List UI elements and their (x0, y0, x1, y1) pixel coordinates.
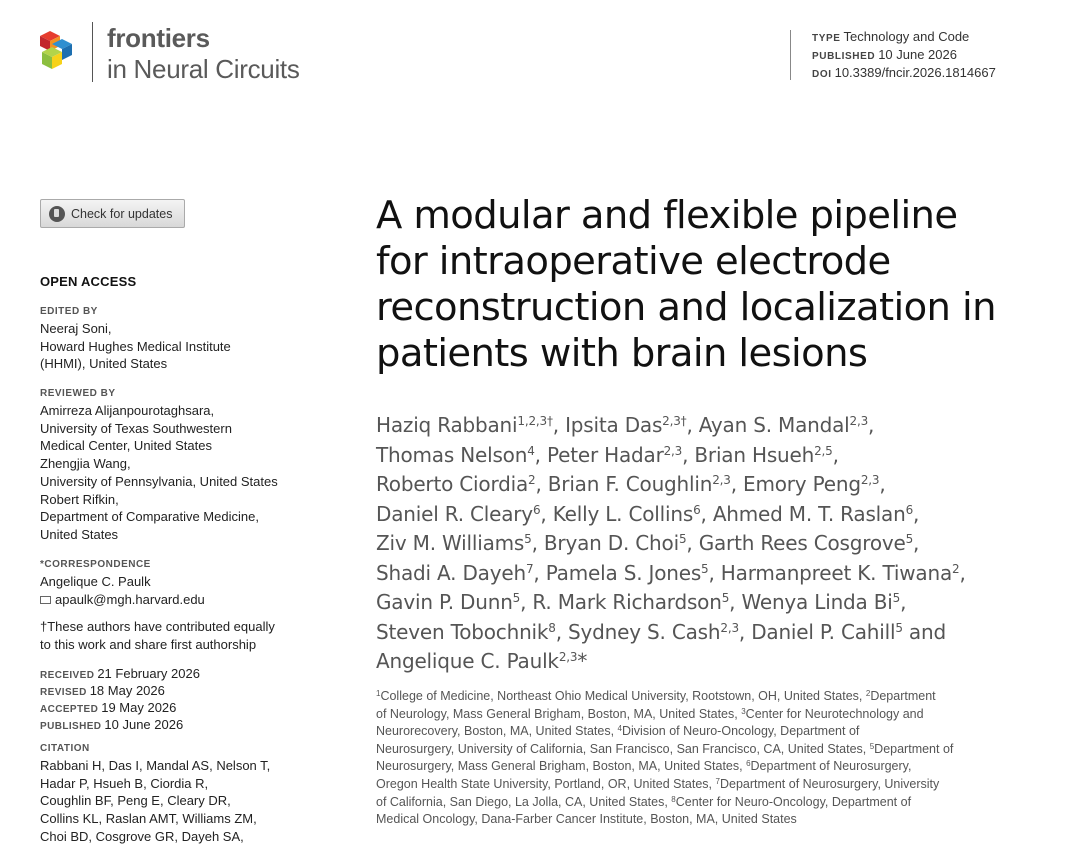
author-line: Haziq Rabbani$^{1,2,3\dagger}$, Ipsita Das$^{2,3\dagger}$, Ayan S. Mandal$^{2,3}$, (376, 413, 875, 437)
logo-divider (92, 22, 93, 82)
journal-name: in Neural Circuits (107, 54, 300, 84)
author-line: Ziv M. Williams$^5$, Bryan D. Choi$^5$, Garth Rees Cosgrove$^5$, (376, 531, 920, 555)
check-for-updates-button[interactable]: Check for updates (40, 199, 185, 228)
affiliation-line: Medical Oncology, Dana-Farber Cancer Institute, Boston, MA, United States (376, 812, 797, 827)
citation-heading: CITATION (40, 743, 90, 754)
edited-by-heading: EDITED BY (40, 306, 98, 317)
correspondence-email[interactable]: apaulk@mgh.harvard.edu (40, 591, 205, 609)
author-line: Shadi A. Dayeh$^7$, Pamela S. Jones$^5$, Harmanpreet K. Tiwana$^2$, (376, 560, 966, 585)
author-line: Steven Tobochnik$^8$, Sydney S. Cash$^{2,3}$, Daniel P. Cahill$^5$ and (376, 619, 946, 644)
published-date: PUBLISHED 10 June 2026 (812, 47, 957, 62)
affiliation-line: Neurosurgery, University of California, San Francisco, San Francisco, CA, United States, $^5$Department of (376, 741, 954, 756)
affiliation-line: Neurosurgery, Mass General Brigham, Boston, MA, United States, $^6$Department of Neurosurgery, (376, 759, 912, 774)
affiliation-line: of Neurology, Mass General Brigham, Boston, MA, United States, $^3$Center for Neurotechnology and (376, 706, 924, 721)
envelope-icon (40, 596, 51, 604)
affiliation-list (376, 688, 1036, 829)
author-line: Thomas Nelson$^4$, Peter Hadar$^{2,3}$, Brian Hsueh$^{2,5}$, (376, 442, 839, 467)
doi[interactable]: DOI 10.3389/fncir.2026.1814667 (812, 65, 996, 80)
reviewed-by-heading: REVIEWED BY (40, 388, 116, 399)
editor-info: Neeraj Soni, Howard Hughes Medical Institute (HHMI), United States (40, 321, 231, 372)
author-line: Gavin P. Dunn$^5$, R. Mark Richardson$^5$, Wenya Linda Bi$^5$, (376, 590, 907, 614)
open-access-label: OPEN ACCESS (40, 274, 137, 289)
article-title: A modular and flexible pipeline for intraoperative electrode reconstruction and localization in patients with brain lesions (376, 193, 996, 376)
sidebar-published-date: PUBLISHED 10 June 2026 (40, 717, 184, 732)
author-line: Roberto Ciordia$^2$, Brian F. Coughlin$^{2,3}$, Emory Peng$^{2,3}$, (376, 472, 886, 496)
revised-date: REVISED 18 May 2026 (40, 683, 165, 698)
bookmark-icon (49, 206, 65, 222)
accepted-date: ACCEPTED 19 May 2026 (40, 700, 177, 715)
affiliation-line: Neurorecovery, Boston, MA, United States, $^4$Division of Neuro-Oncology, Department of (376, 724, 860, 739)
author-line: Daniel R. Cleary$^6$, Kelly L. Collins$^6$, Ahmed M. T. Raslan$^6$, (376, 501, 920, 526)
affiliation-line: Oregon Health State University, Portland, OR, United States, $^7$Department of Neurosurgery, University (376, 776, 940, 791)
frontiers-logo-icon (40, 31, 76, 73)
received-date: RECEIVED 21 February 2026 (40, 666, 200, 681)
reviewer-info: Amirreza Alijanpourotaghsara, University of Texas Southwestern Medical Center, United States Zhengjia Wang, University of Pennsylvania, United States Robert Rifkin, Department of Comparative Medicine, United States (40, 403, 278, 542)
article-type: TYPE Technology and Code (812, 29, 970, 44)
meta-divider (790, 30, 791, 80)
article-dates (40, 666, 200, 734)
correspondence-heading: *CORRESPONDENCE (40, 559, 151, 570)
author-line: Angelique C. Paulk$^{2,3}$* (376, 649, 588, 673)
affiliation-line: $^1$College of Medicine, Northeast Ohio Medical University, Rootstown, OH, United States, $^2$Department (376, 689, 936, 703)
correspondence-info: Angelique C. Paulk apaulk@mgh.harvard.edu (40, 574, 205, 607)
equal-contribution-note: †These authors have contributed equally to this work and share first authorship (40, 619, 275, 652)
author-list (376, 411, 1056, 677)
brand-name: frontiers (107, 23, 210, 53)
citation-text: Rabbani H, Das I, Mandal AS, Nelson T, Hadar P, Hsueh B, Ciordia R, Coughlin BF, Peng E, Cleary DR, Collins KL, Raslan AMT, Williams ZM, Choi BD, Cosgrove GR, Dayeh SA, (40, 758, 271, 844)
affiliation-line: of California, San Diego, La Jolla, CA, United States, $^8$Center for Neuro-Oncology, Department of (376, 794, 912, 809)
